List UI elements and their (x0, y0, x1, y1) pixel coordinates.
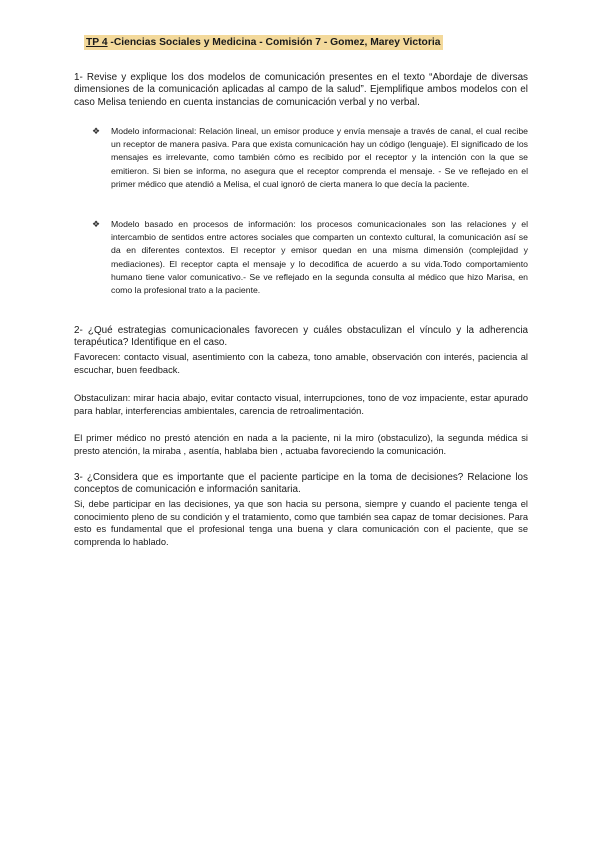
answer-2-obstaculizan (74, 392, 528, 417)
diamond-bullet-icon: ❖ (92, 219, 101, 229)
page-title (84, 35, 443, 50)
question-3 (74, 472, 528, 497)
bullet-item-procesos (92, 218, 528, 297)
answer-2-caso (74, 432, 528, 457)
question-1 (74, 72, 528, 109)
favorecen-text: Favorecen: contacto visual, asentimiento con la cabeza, tono amable, observación con interés, paciencia al escuchar, buen feedback. (74, 352, 528, 375)
bullet-text: Modelo basado en procesos de información: los procesos comunicacionales son las relaciones y el intercambio de sentidos entre actores sociales que comparten un contexto cultural, la comunicación así se da en diferentes contextos. El receptor y emisor quedan en una misma dimensión (complejidad y mediaciones). El receptor capta el mensaje y lo decodifica de acuerdo a su vida.Todo comportamiento humano tiene valor comunicativo.- Se ve reflejado en la segunda consulta al médico que hizo Marisa, en como la profesional trato a la paciente. (111, 219, 528, 296)
title-course-info: -Ciencias Sociales y Medicina - Comisión 7 - Gomez, Marey Victoria (107, 37, 441, 48)
question-3-text: 3- ¿Considera que es importante que el paciente participe en la toma de decisiones? Relacione los conceptos de comunicación e información sanitaria. (74, 472, 528, 496)
answer-3-text: Si, debe participar en las decisiones, ya que son hacia su persona, siempre y cuando el paciente tenga el conocimiento pleno de su condición y el tratamiento, como que también sea capaz de tomar decisiones. Para esto es fundamental que el profesional tenga una buena y clara comunicación con el paciente, que se comprenda lo hablado. (74, 499, 528, 548)
obstaculizan-text: Obstaculizan: mirar hacia abajo, evitar contacto visual, interrupciones, tono de voz impaciente, estar apurado para hablar, interferencias ambientales, carencia de retroalimentación. (74, 393, 528, 416)
answer-2-favorecen (74, 351, 528, 376)
question-2-text: 2- ¿Qué estrategias comunicacionales favorecen y cuáles obstaculizan el vínculo y la adherencia terapéutica? Identifique en el caso. (74, 325, 528, 349)
bullet-text: Modelo informacional: Relación lineal, un emisor produce y envía mensaje a través de canal, el cual recibe un receptor de manera pasiva. Para que exista comunicación hay un código (lenguaje). El significado de los mensajes es irrelevante, como también cómo es recibido por el receptor y la intención con la que se emitieron. Si bien se informa, no asegura que el receptor comprenda el mensaje. - Se ve reflejado en el primer médico que atendió a Melisa, el cual ignoró de cierta manera lo que decía la paciente. (111, 126, 528, 189)
title-tp-label: TP 4 (86, 37, 108, 48)
answer-3 (74, 498, 528, 549)
question-2 (74, 325, 528, 350)
caso-text: El primer médico no prestó atención en nada a la paciente, ni la miro (obstaculizo), la segunda médica si presto atención, la miraba , asentía, hablaba bien , actuaba favoreciendo la comunicación. (74, 433, 528, 456)
bullet-item-informacional (92, 125, 528, 191)
diamond-bullet-icon: ❖ (92, 126, 101, 136)
question-1-text: 1- Revise y explique los dos modelos de comunicación presentes en el texto “Abordaje de diversas dimensiones de la comunicación aplicadas al campo de la salud”. Ejemplifique ambos modelos con el caso Melisa teniendo en cuenta instancias de comunicación verbal y no verbal. (74, 72, 528, 108)
